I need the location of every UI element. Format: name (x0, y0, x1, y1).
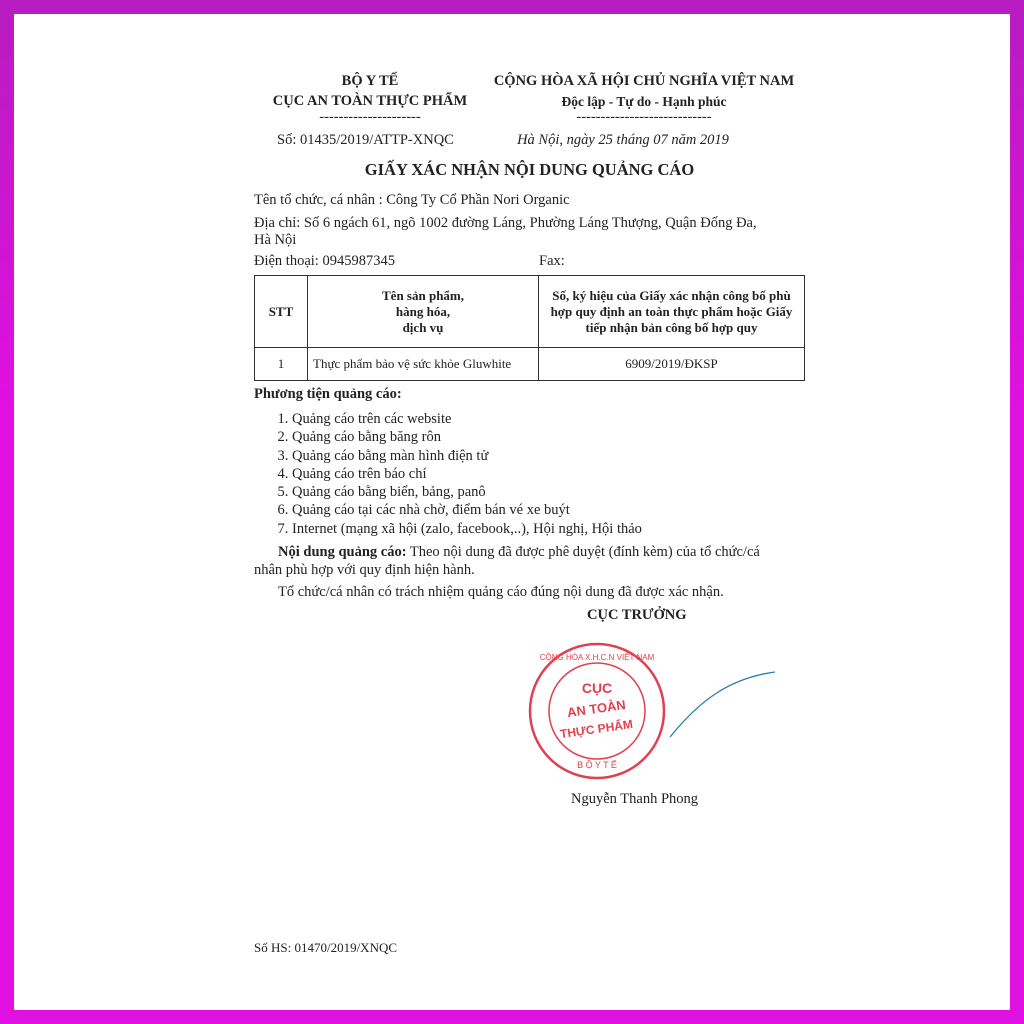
official-stamp (530, 644, 664, 778)
address-line2: Hà Nội (254, 232, 297, 248)
content-text: Theo nội dung đã được phê duyệt (đính kèm) của tổ chức/cá (406, 544, 760, 560)
list-item: 1. Quảng cáo trên các website (292, 410, 642, 428)
list-item: 6. Quảng cáo tại các nhà chờ, điểm bán vé xe buýt (292, 501, 642, 519)
header-stt: STT (255, 276, 308, 348)
header-certificate: Số, ký hiệu của Giấy xác nhận công bố phù hợp quy định an toàn thực phẩm hoặc Giấy tiếp nhận bản công bố hợp quy (539, 276, 805, 348)
header-product: Tên sản phẩm, hàng hóa, dịch vụ (308, 276, 539, 348)
separator-left: --------------------- (319, 109, 421, 125)
svg-text:CỘNG HÒA X.H.C.N VIỆT NAM: CỘNG HÒA X.H.C.N VIỆT NAM (539, 653, 655, 662)
document-date: Hà Nội, ngày 25 tháng 07 năm 2019 (517, 132, 729, 148)
phone: Điện thoại: 0945987345 (254, 253, 395, 269)
table-header-row (255, 276, 805, 348)
content-label: Nội dung quảng cáo: (278, 544, 407, 560)
media-heading: Phương tiện quảng cáo: (254, 386, 402, 402)
country-name: CỘNG HÒA XÃ HỘI CHỦ NGHĨA VIỆT NAM (493, 73, 795, 89)
stamp-and-signature (525, 640, 785, 780)
product-table (254, 275, 805, 381)
cell-certificate: 6909/2019/ĐKSP (539, 348, 805, 381)
address-line1: Địa chỉ: Số 6 ngách 61, ngõ 1002 đường Láng, Phường Láng Thượng, Quận Đống Đa, (254, 215, 757, 231)
list-item: 3. Quảng cáo bằng màn hình điện tử (292, 447, 642, 465)
file-number: Số HS: 01470/2019/XNQC (254, 940, 398, 955)
fax: Fax: (539, 253, 565, 269)
list-item: 5. Quảng cáo bằng biển, bảng, panô (292, 483, 642, 501)
cell-product: Thực phẩm bảo vệ sức khỏe Gluwhite (308, 348, 539, 381)
list-item: 7. Internet (mạng xã hội (zalo, facebook,..), Hội nghị, Hội thảo (292, 520, 642, 538)
svg-text:THỰC PHẨM: THỰC PHẨM (559, 717, 634, 742)
table-row (255, 348, 805, 381)
signature (670, 672, 775, 737)
signer-name: Nguyễn Thanh Phong (571, 791, 699, 807)
document-number: Số: 01435/2019/ATTP-XNQC (277, 132, 454, 148)
responsibility: Tổ chức/cá nhân có trách nhiệm quảng cáo đúng nội dung đã được xác nhận. (278, 584, 724, 600)
list-item: 4. Quảng cáo trên báo chí (292, 465, 642, 483)
svg-text:AN TOÀN: AN TOÀN (566, 697, 627, 721)
content-line1 (278, 544, 760, 561)
signer-title: CỤC TRƯỞNG (587, 607, 687, 623)
department: CỤC AN TOÀN THỰC PHẨM (272, 93, 468, 109)
cell-stt: 1 (255, 348, 308, 381)
list-item: 2. Quảng cáo bằng băng rôn (292, 428, 642, 446)
document-title: GIẤY XÁC NHẬN NỘI DUNG QUẢNG CÁO (364, 160, 695, 179)
media-list (254, 410, 642, 538)
organization: Tên tổ chức, cá nhân : Công Ty Cổ Phần Nori Organic (254, 192, 570, 208)
content-line2: nhân phù hợp với quy định hiện hành. (254, 562, 475, 578)
separator-right: ---------------------------- (576, 109, 712, 125)
motto: Độc lập - Tự do - Hạnh phúc (561, 94, 727, 109)
svg-text:CỤC: CỤC (581, 680, 613, 696)
svg-text:B Ộ Y T Ế: B Ộ Y T Ế (577, 760, 617, 770)
ministry: BỘ Y TẾ (341, 73, 399, 89)
